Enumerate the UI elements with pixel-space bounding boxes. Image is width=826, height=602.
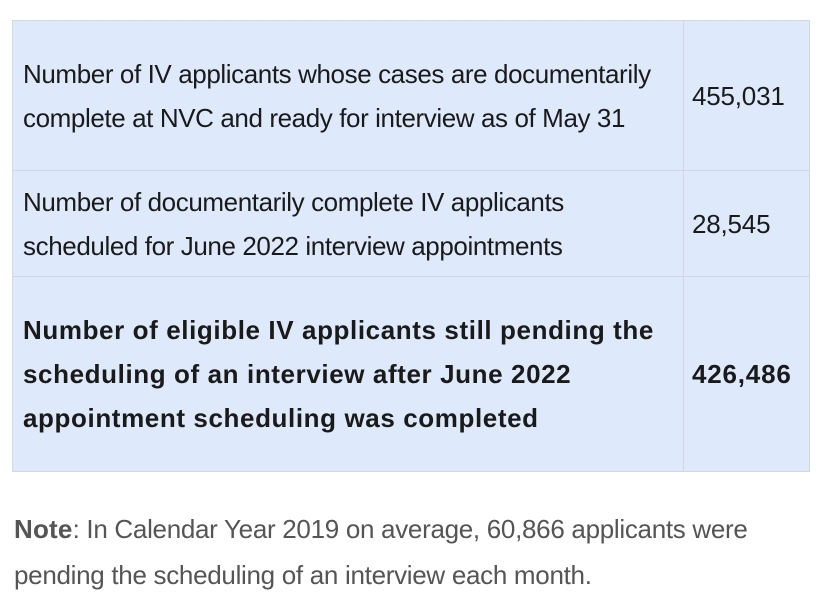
applicant-stats-table: [12, 20, 810, 472]
row-value: 426,486: [684, 277, 810, 472]
row-value: 28,545: [684, 171, 810, 277]
note-label: Note: [14, 514, 73, 544]
row-label: Number of IV applicants whose cases are documentarily complete at NVC and ready for interview as of May 31: [13, 21, 684, 171]
footnote: [14, 506, 814, 598]
note-text: : In Calendar Year 2019 on average, 60,866 applicants were pending the scheduling of an interview each month.: [14, 514, 748, 590]
row-value: 455,031: [684, 21, 810, 171]
table-row-total: [13, 277, 810, 472]
table-row: [13, 171, 810, 277]
row-label: Number of documentarily complete IV applicants scheduled for June 2022 interview appointments: [13, 171, 684, 277]
row-label: Number of eligible IV applicants still pending the scheduling of an interview after June 2022 appointment scheduling was completed: [13, 277, 684, 472]
table-row: [13, 21, 810, 171]
